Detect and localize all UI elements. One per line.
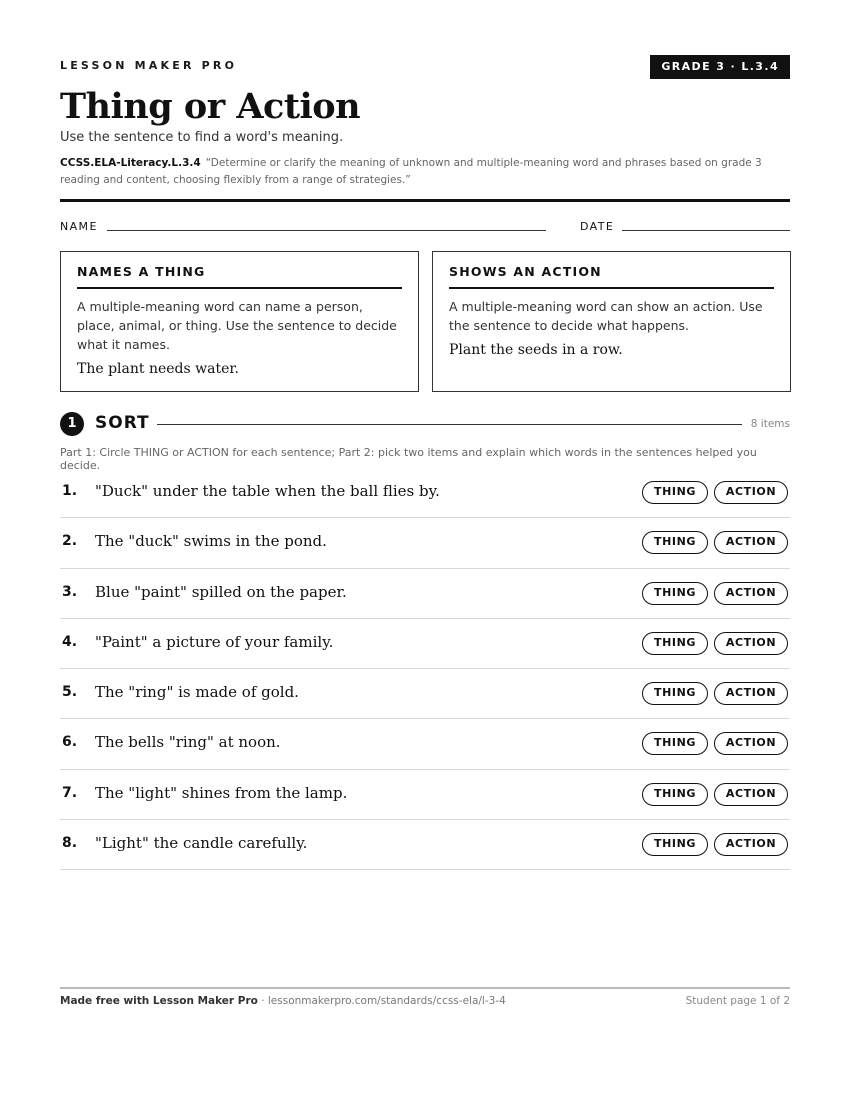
item-number: 3. (62, 583, 78, 600)
action-choice-button[interactable]: ACTION (714, 481, 788, 504)
action-choice-button[interactable]: ACTION (714, 732, 788, 755)
box-description: A multiple-meaning word can name a person, place, animal, or thing. Use the sentence to decide what it names. (77, 299, 397, 352)
footer-separator: · (257, 995, 268, 1007)
name-field[interactable] (107, 230, 546, 231)
footer-made-with: Made free with Lesson Maker Pro (60, 995, 258, 1007)
thing-choice-button[interactable]: THING (642, 783, 708, 806)
action-choice-button[interactable]: ACTION (714, 783, 788, 806)
item-sentence: The "duck" swims in the pond. (95, 532, 327, 551)
box-example: The plant needs water. (77, 361, 239, 377)
item-sentence: "Duck" under the table when the ball flies by. (95, 482, 440, 500)
list-item (60, 569, 790, 619)
standard-text: “Determine or clarify the meaning of unknown and multiple-meaning word and phrases based on grade 3 reading and content, choosing flexibly from a range of strategies.” (60, 157, 762, 186)
section-divider (157, 424, 742, 425)
action-choice-button[interactable]: ACTION (714, 531, 788, 554)
footer-url[interactable]: lessonmakerpro.com/standards/ccss-ela/l-3-4 (267, 995, 506, 1007)
box-description: A multiple-meaning word can show an action. Use the sentence to decide what happens. (449, 299, 763, 333)
standard-description (60, 155, 790, 188)
list-item (60, 719, 790, 769)
thing-choice-button[interactable]: THING (642, 481, 708, 504)
grade-badge: GRADE 3 · L.3.4 (650, 55, 790, 79)
brand-name: LESSON MAKER PRO (60, 59, 238, 72)
section-number-badge: 1 (60, 412, 84, 436)
item-sentence: The "light" shines from the lamp. (95, 783, 348, 802)
list-item (60, 518, 790, 568)
item-number: 4. (62, 633, 78, 650)
item-number: 1. (62, 483, 78, 499)
thing-choice-button[interactable]: THING (642, 632, 708, 655)
sort-item-list (60, 468, 790, 870)
name-label: NAME (60, 220, 98, 233)
standard-code: CCSS.ELA-Literacy.L.3.4 (60, 157, 201, 169)
thing-choice-button[interactable]: THING (642, 682, 708, 705)
item-sentence: "Paint" a picture of your family. (95, 632, 334, 651)
list-item (60, 820, 790, 870)
action-choice-button[interactable]: ACTION (714, 632, 788, 655)
footer-divider (60, 987, 790, 989)
list-item (60, 669, 790, 719)
page-indicator: Student page 1 of 2 (685, 995, 790, 1007)
box-title: SHOWS AN ACTION (449, 264, 774, 289)
thing-choice-button[interactable]: THING (642, 833, 708, 856)
item-sentence: The bells "ring" at noon. (95, 733, 281, 752)
thing-choice-button[interactable]: THING (642, 531, 708, 554)
item-sentence: "Light" the candle carefully. (95, 834, 308, 853)
date-field[interactable] (622, 230, 790, 231)
page-title: Thing or Action (60, 86, 361, 127)
date-label: DATE (580, 220, 615, 233)
footer-credit (60, 995, 506, 1007)
section-title: SORT (95, 413, 150, 433)
action-choice-button[interactable]: ACTION (714, 833, 788, 856)
page-subtitle: Use the sentence to find a word's meaning. (60, 130, 344, 145)
box-title: NAMES A THING (77, 264, 402, 289)
item-number: 6. (62, 734, 78, 751)
action-choice-button[interactable]: ACTION (714, 682, 788, 705)
item-number: 8. (62, 835, 78, 852)
thing-choice-button[interactable]: THING (642, 732, 708, 755)
item-number: 2. (62, 533, 78, 550)
item-number: 7. (62, 784, 78, 801)
list-item (60, 468, 790, 518)
names-a-thing-box (60, 251, 419, 392)
item-sentence: The "ring" is made of gold. (95, 683, 299, 702)
thing-choice-button[interactable]: THING (642, 582, 708, 605)
item-sentence: Blue "paint" spilled on the paper. (95, 582, 347, 601)
box-example: Plant the seeds in a row. (449, 342, 623, 358)
item-count: 8 items (750, 418, 790, 430)
section-instructions: Part 1: Circle THING or ACTION for each sentence; Part 2: pick two items and explain which words in the sentences helped you decide. (60, 446, 757, 472)
list-item (60, 619, 790, 669)
list-item (60, 770, 790, 820)
item-number: 5. (62, 684, 78, 701)
action-choice-button[interactable]: ACTION (714, 582, 788, 605)
worksheet-page (60, 0, 790, 1100)
header-divider (60, 199, 790, 202)
shows-an-action-box (432, 251, 791, 392)
